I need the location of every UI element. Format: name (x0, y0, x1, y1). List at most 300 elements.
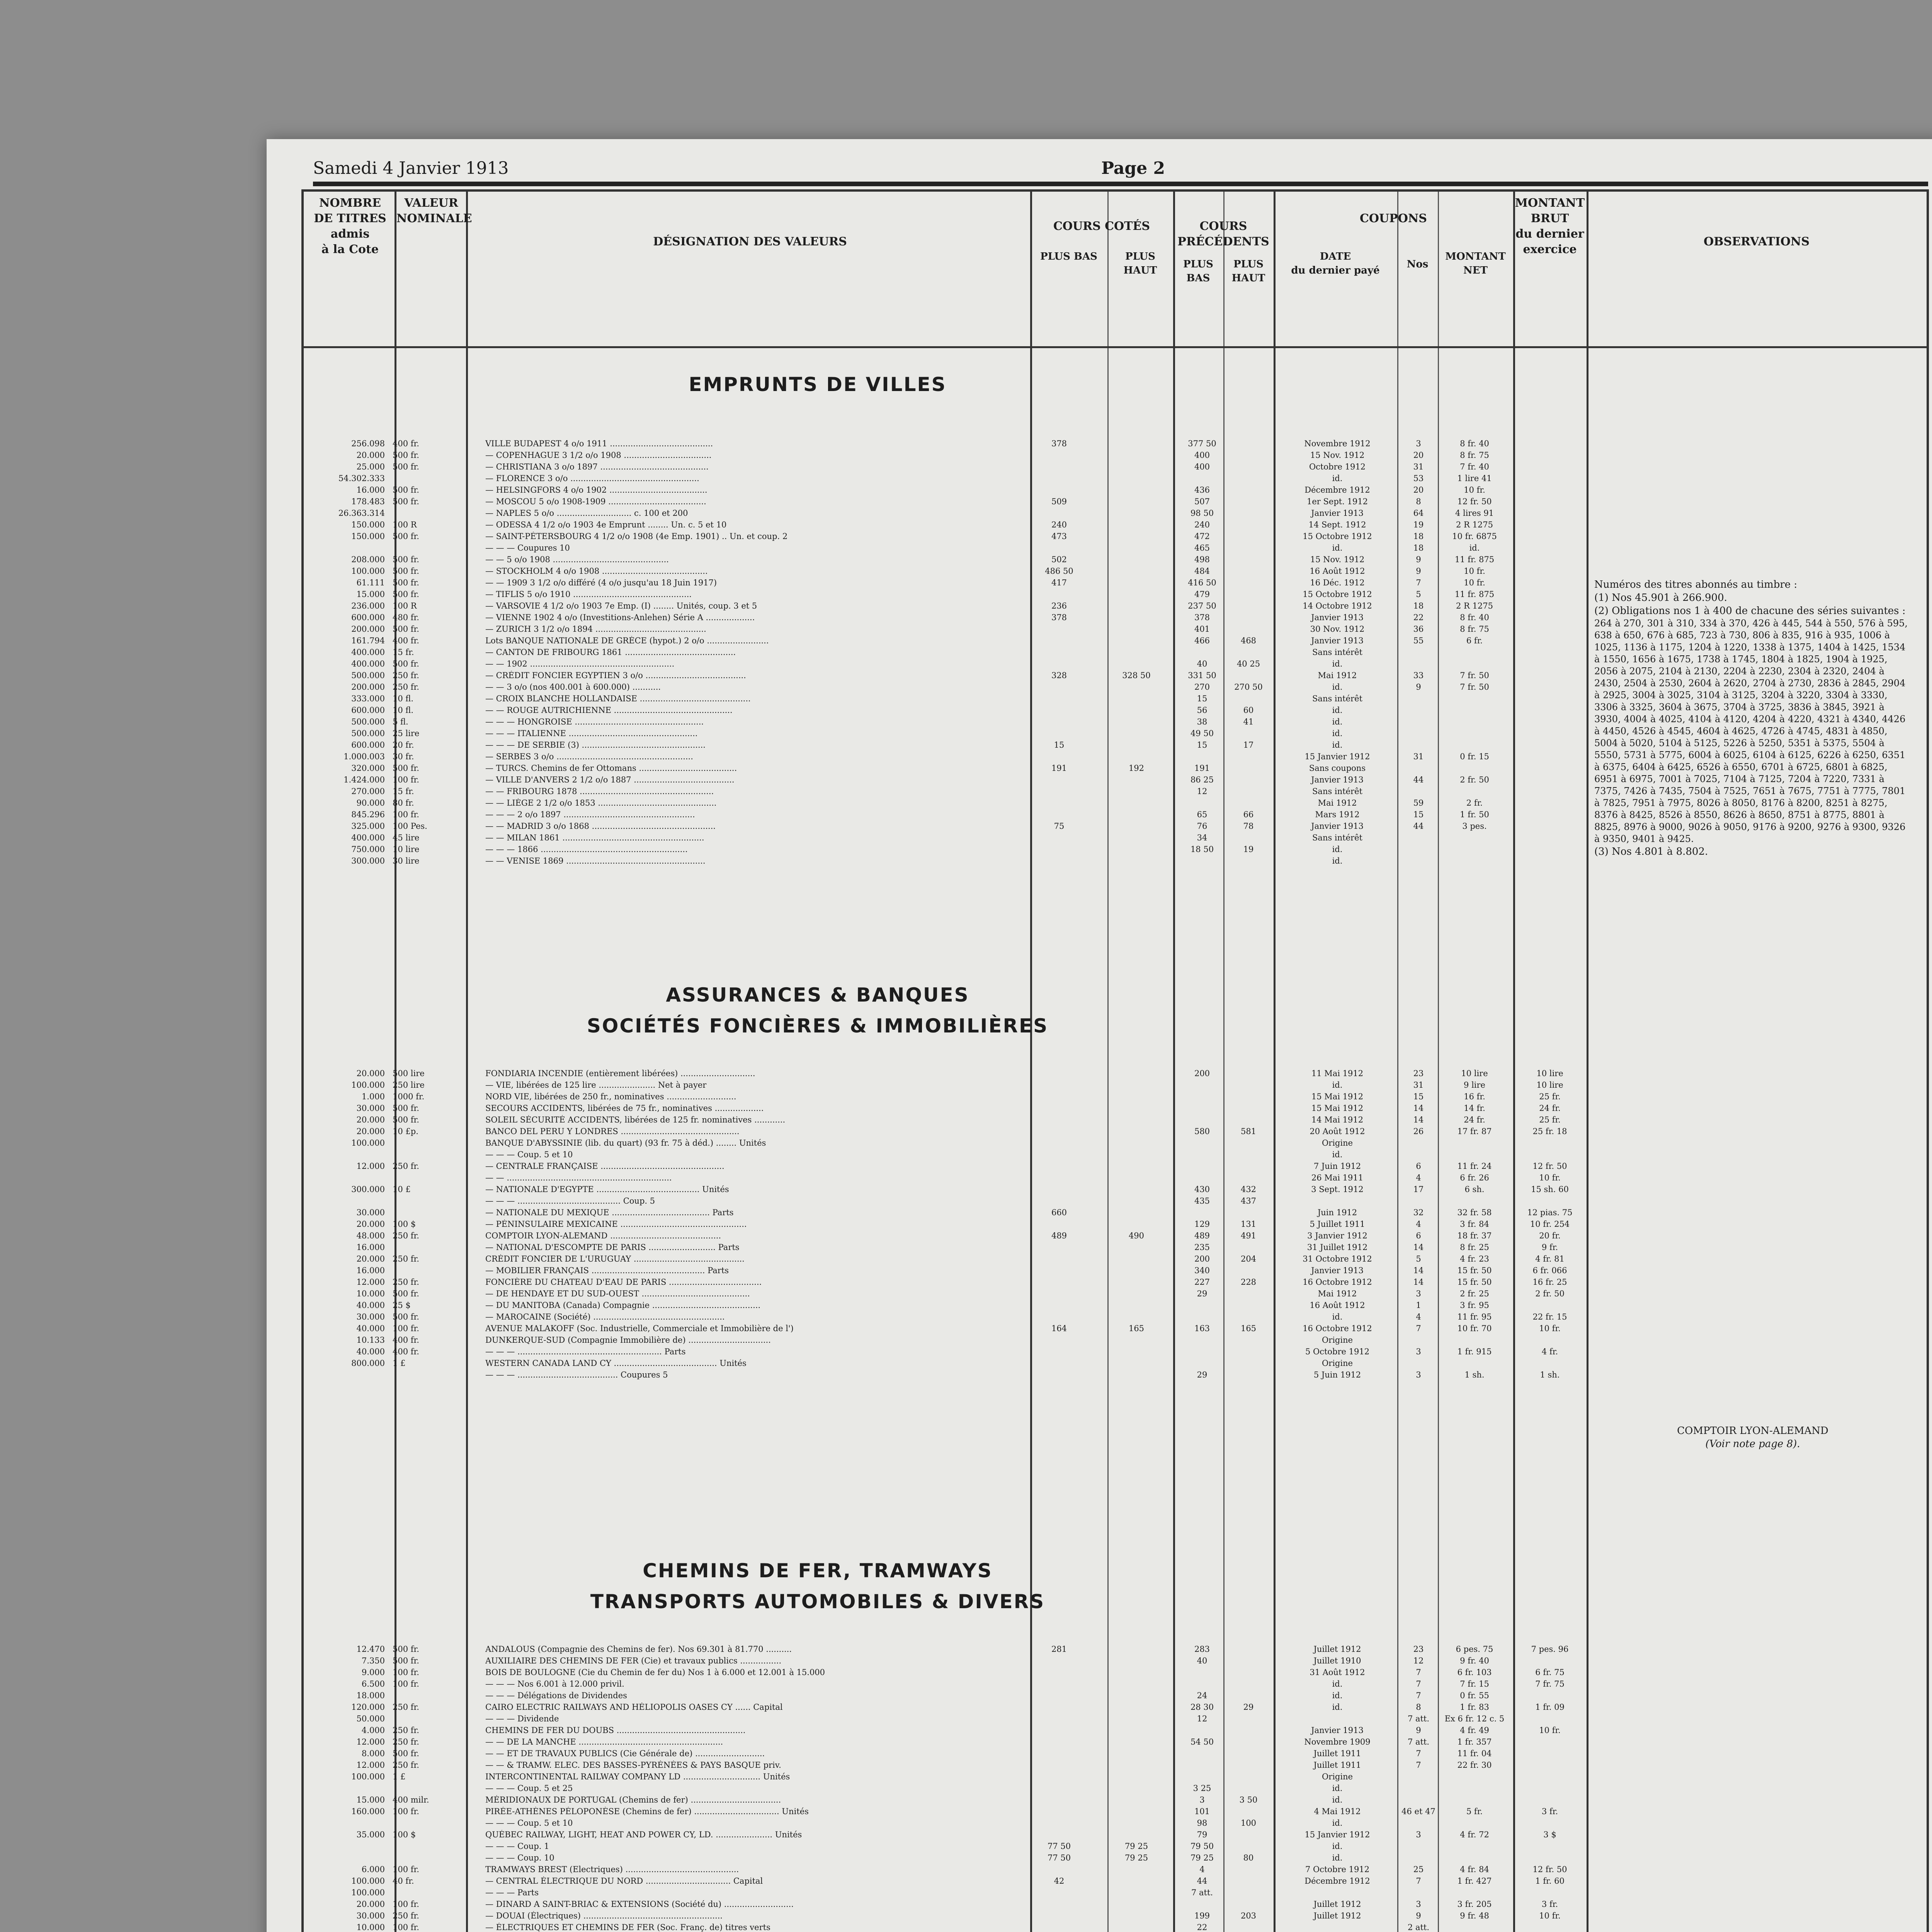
cell-nb: 18.000 (356, 1691, 385, 1700)
cell-no: 15 (1413, 1092, 1424, 1101)
table-row (304, 1772, 1927, 1781)
table-row (304, 1104, 1927, 1113)
cell-dt: 3 Sept. 1912 (1311, 1185, 1364, 1194)
cell-val: 500 fr. (393, 578, 419, 587)
cell-p1: 15 (1197, 694, 1208, 703)
cell-p1: 76 (1197, 821, 1208, 831)
cell-dt: 5 Juillet 1911 (1310, 1219, 1365, 1229)
col-mnet-l2: NET (1463, 265, 1488, 276)
cell-val: 500 fr. (393, 532, 419, 541)
cell-nb: 100.000 (351, 566, 385, 576)
obs-line: (3) Nos 4.801 à 8.802. (1594, 846, 1708, 857)
table-row (304, 1702, 1927, 1712)
cell-dt: 5 Juin 1912 (1313, 1370, 1361, 1379)
cell-lo: 77 50 (1047, 1842, 1071, 1851)
cell-des: — — — Délégations de Dividendes (485, 1691, 627, 1700)
cell-br: 3 fr. (1541, 1900, 1558, 1909)
col-montant-brut (1513, 196, 1587, 257)
cell-des: — CRÉDIT FONCIER EGYPTIEN 3 o/o ....................................... (485, 671, 746, 680)
cell-dt: Sans intérêt (1312, 833, 1362, 842)
table-row (304, 543, 1927, 553)
cell-nb: 12.000 (356, 1737, 385, 1747)
cell-p1: 199 (1194, 1911, 1210, 1920)
cell-p1: 44 (1197, 1876, 1208, 1886)
cell-p2: 203 (1240, 1911, 1257, 1920)
cell-nb: 10.000 (356, 1923, 385, 1932)
cell-mt: 4 lires 91 (1455, 509, 1494, 518)
cell-des: FONDIARIA INCENDIE (entièrement libérées) ............................. (485, 1069, 755, 1078)
table-row (304, 555, 1927, 564)
cell-nb: 208.000 (351, 555, 385, 564)
cell-dt: Juillet 1912 (1313, 1645, 1361, 1654)
table-row (304, 1301, 1927, 1310)
cell-br: 24 fr. (1539, 1104, 1561, 1113)
cell-des: — — — Nos 6.001 à 12.000 privil. (485, 1679, 624, 1689)
cell-nb: 800.000 (351, 1359, 385, 1368)
cell-dt: 14 Sept. 1912 (1308, 520, 1366, 529)
cell-des: — DU MANITOBA (Canada) Compagnie .......................................... (485, 1301, 761, 1310)
cell-mt: 4 fr. 84 (1460, 1865, 1489, 1874)
cell-nb: 20.000 (356, 1069, 385, 1078)
cell-p1: 40 (1197, 1656, 1208, 1665)
cell-val: 250 fr. (393, 1737, 419, 1747)
cell-val: 500 fr. (393, 462, 419, 471)
cell-dt: 16 Octobre 1912 (1303, 1277, 1372, 1287)
cell-nb: 35.000 (356, 1830, 385, 1839)
cell-nb: 400.000 (351, 659, 385, 668)
cell-nb: 1.424.000 (344, 775, 385, 784)
cell-dt: Janvier 1913 (1311, 509, 1364, 518)
cell-p2: 432 (1240, 1185, 1257, 1194)
cell-val: 250 fr. (393, 1231, 419, 1240)
cell-nb: 8.000 (361, 1749, 385, 1758)
cell-p2: 581 (1240, 1127, 1257, 1136)
cell-val: 500 fr. (393, 497, 419, 506)
cell-p2: 78 (1243, 821, 1254, 831)
cell-dt: Juillet 1911 (1313, 1760, 1361, 1770)
cell-des: MÉRIDIONAUX DE PORTUGAL (Chemins de fer) ................................... (485, 1795, 781, 1804)
cell-p1: 227 (1194, 1277, 1210, 1287)
cell-dt: Sans intérêt (1312, 694, 1362, 703)
cell-dt: 15 Nov. 1912 (1310, 451, 1365, 460)
cell-nb: 750.000 (351, 845, 385, 854)
cell-des: — TURCS. Chemins de fer Ottomans ...................................... (485, 764, 737, 773)
cell-br: 10 fr. 254 (1530, 1219, 1570, 1229)
cell-dt: id. (1332, 1312, 1343, 1321)
cell-nb: 9.000 (361, 1668, 385, 1677)
cell-mt: 4 fr. 49 (1460, 1726, 1489, 1735)
cell-val: 250 fr. (393, 1277, 419, 1287)
cell-br: 10 lire (1536, 1080, 1563, 1090)
cell-dt: id. (1332, 1679, 1343, 1689)
cell-dt: 15 Octobre 1912 (1303, 590, 1372, 599)
table-row (304, 1266, 1927, 1275)
cell-des: — — 1902 ........................................................ (485, 659, 675, 668)
cell-dt: Juin 1912 (1317, 1208, 1357, 1217)
cell-mt: 12 fr. 50 (1457, 497, 1492, 506)
cell-des: — DOUAI (Électriques) ...................................................... (485, 1911, 723, 1920)
cell-des: — — & TRAMW. ELEC. DES BASSES-PYRÉNÉES & PAYS BASQUE priv. (485, 1760, 781, 1770)
cell-des: — — ET DE TRAVAUX PUBLICS (Cie Générale de) ........................... (485, 1749, 765, 1758)
cell-des: — TIFLIS 5 o/o 1910 .............................................. (485, 590, 692, 599)
cell-p1: 479 (1194, 590, 1210, 599)
cell-nb: 10.133 (356, 1335, 385, 1345)
cell-nb: 30.000 (356, 1312, 385, 1321)
table-row (304, 1795, 1927, 1804)
table-row (304, 1726, 1927, 1735)
cell-nb: 150.000 (351, 520, 385, 529)
cell-br: 22 fr. 15 (1532, 1312, 1567, 1321)
cell-p1: 98 50 (1190, 509, 1214, 518)
cell-val: 100 fr. (393, 1865, 419, 1874)
table-row (304, 1749, 1927, 1758)
cell-nb: 320.000 (351, 764, 385, 773)
cell-val: 400 fr. (393, 1335, 419, 1345)
cell-des: — MOBILIER FRANÇAIS ............................................ Parts (485, 1266, 729, 1275)
col-observations: OBSERVATIONS (1703, 235, 1810, 248)
cell-val: 250 fr. (393, 682, 419, 692)
cell-dt: 31 Juillet 1912 (1307, 1243, 1368, 1252)
cell-des: — — — Coup. 5 et 10 (485, 1818, 573, 1828)
table-row (304, 1714, 1927, 1723)
cell-val: 10 fl. (393, 694, 414, 703)
cell-nb: 12.000 (356, 1162, 385, 1171)
cell-mt: 1 fr. 915 (1457, 1347, 1492, 1356)
cell-p1: 200 (1194, 1069, 1210, 1078)
cell-br: 10 fr. (1539, 1911, 1561, 1920)
cell-val: 100 fr. (393, 1668, 419, 1677)
cell-no: 14 (1413, 1243, 1424, 1252)
cell-lo: 660 (1051, 1208, 1067, 1217)
cell-val: 100 Pes. (393, 821, 427, 831)
table-row (304, 520, 1927, 529)
cell-p1: 498 (1194, 555, 1210, 564)
table-row (304, 439, 1927, 448)
cell-p2: 80 (1243, 1853, 1254, 1862)
cell-br: 4 fr. 81 (1535, 1254, 1565, 1264)
section-title: TRANSPORTS AUTOMOBILES & DIVERS (590, 1590, 1045, 1613)
cell-lo: 417 (1051, 578, 1067, 587)
cell-lo: 378 (1051, 613, 1067, 622)
cell-des: — VARSOVIE 4 1/2 o/o 1903 7e Emp. (I) ........ Unités, coup. 3 et 5 (485, 601, 757, 611)
cell-mt: 7 fr. 15 (1460, 1679, 1489, 1689)
table-row (304, 509, 1927, 518)
col-cours-cotes: COURS COTÉS (1053, 219, 1150, 233)
cell-no: 31 (1413, 752, 1424, 761)
cell-nb: 400.000 (351, 833, 385, 842)
cell-p2: 17 (1243, 740, 1254, 750)
table-row (304, 1208, 1927, 1217)
cell-lo: 473 (1051, 532, 1067, 541)
table-row (304, 1760, 1927, 1770)
cell-lo: 15 (1054, 740, 1065, 750)
table-row (304, 1668, 1927, 1677)
cell-mt: 8 fr. 75 (1460, 451, 1489, 460)
cell-mt: 18 fr. 37 (1457, 1231, 1492, 1240)
cell-p1: 40 (1197, 659, 1208, 668)
cell-des: — STOCKHOLM 4 o/o 1908 ......................................... (485, 566, 708, 576)
cell-dt: Mai 1912 (1318, 1289, 1357, 1298)
col-date-l1: DATE (1320, 251, 1351, 262)
cell-p1: 580 (1194, 1127, 1210, 1136)
cell-p2: 228 (1240, 1277, 1257, 1287)
cell-des: — CROIX BLANCHE HOLLANDAISE ........................................... (485, 694, 751, 703)
cell-p2: 19 (1243, 845, 1254, 854)
cell-lo: 328 (1051, 671, 1067, 680)
cell-des: QUÉBEC RAILWAY, LIGHT, HEAT AND POWER CY, LD. ...................... Unités (485, 1830, 802, 1839)
cell-val: 250 fr. (393, 1726, 419, 1735)
cell-nb: 48.000 (356, 1231, 385, 1240)
cell-no: 31 (1413, 462, 1424, 471)
cell-nb: 1.000.003 (344, 752, 385, 761)
cell-p1: 49 50 (1190, 729, 1214, 738)
cell-dt: Mai 1912 (1318, 671, 1357, 680)
cell-mt: 10 fr. 70 (1457, 1324, 1492, 1333)
cell-mt: 2 fr. 50 (1460, 775, 1489, 784)
col-montant-net (1438, 250, 1513, 277)
cell-des: — — — ITALIENNE .................................................. (485, 729, 698, 738)
cell-mt: 1 sh. (1464, 1370, 1485, 1379)
cell-mt: 4 fr. 72 (1460, 1830, 1489, 1839)
cell-val: 500 fr. (393, 590, 419, 599)
cell-no: 5 (1416, 1254, 1421, 1264)
cell-dt: id. (1332, 740, 1343, 750)
cell-val: 500 fr. (393, 555, 419, 564)
cell-des: AVENUE MALAKOFF (Soc. Industrielle, Commerciale et Immobilière de l') (485, 1324, 794, 1333)
cell-mt: 1 fr. 83 (1460, 1702, 1489, 1712)
cell-p1: 489 (1194, 1231, 1210, 1240)
cell-mt: 6 pes. 75 (1456, 1645, 1493, 1654)
cell-no: 32 (1413, 1208, 1424, 1217)
cell-des: — — 3 o/o (nos 400.001 à 600.000) ........... (485, 682, 661, 692)
obs-line: 264 à 270, 301 à 310, 334 à 370, 426 à 445, 544 à 550, 576 à 595, 638 à 650, 676 à 685, 723 à 730, 806 à 835, 916 à 935, 1006 à 1025, 1136 à 1175, 1204 à 1220, 1338 à 1375, 1404 à 1425, 1534 à 1550, 1656 à 1675, 1738 à 1745, 1804 à 1825, 1904 à 1925, 2056 à 2075, 2104 à 2130, 2204 à 2230, 2304 à 2320, 2404 à 2430, 2504 à 2530, 2604 à 2620, 2704 à 2730, 2836 à 2845, 2904 à 2925, 3004 à 3025, 3104 à 3125, 3204 à 3220, 3304 à 3330, 3306 à 3325, 3604 à 3675, 3704 à 3725, 3836 à 3845, 3921 à 3930, 4004 à 4025, 4104 à 4120, 4204 à 4220, 4321 à 4340, 4426 à 4450, 4526 à 4545, 4604 à 4625, 4726 à 4745, 4831 à 4850, 5004 à 5020, 5104 à 5125, 5226 à 5250, 5351 à 5375, 5504 à 5550, 5731 à 5775, 6004 à 6025, 6104 à 6125, 6226 à 6250, 6351 à 6375, 6404 à 6425, 6526 à 6550, 6701 à 6725, 6801 à 6825, 6951 à 6975, 7001 à 7025, 7104 à 7125, 7204 à 7220, 7331 à 7375, 7426 à 7435, 7504 à 7525, 7651 à 7675, 7751 à 7775, 7801 à 7825, 7951 à 7975, 8026 à 8050, 8176 à 8200, 8251 à 8275, 8376 à 8425, 8526 à 8550, 8626 à 8650, 8751 à 8775, 8801 à 8825, 8976 à 9000, 9026 à 9050, 9176 à 9200, 9276 à 9300, 9326 à 9350, 9401 à 9425. (1594, 618, 1908, 844)
cell-br: 25 fr. (1539, 1092, 1561, 1101)
cell-mt: 17 fr. 87 (1457, 1127, 1492, 1136)
obs-line: (1) Nos 45.901 à 266.900. (1594, 592, 1727, 604)
cell-p1: 98 (1197, 1818, 1208, 1828)
table-row (304, 1243, 1927, 1252)
cell-des: — VIE, libérées de 125 lire ...................... Net à payer (485, 1080, 707, 1090)
cell-br: 20 fr. (1539, 1231, 1561, 1240)
cell-des: — — — ........................................................ Parts (485, 1347, 686, 1356)
cell-br: 12 fr. 50 (1532, 1865, 1567, 1874)
cell-p1: 400 (1194, 462, 1210, 471)
cell-nb: 178.483 (351, 497, 385, 506)
cell-p1: 24 (1197, 1691, 1208, 1700)
cell-des: — — ................................................................ (485, 1173, 672, 1182)
cell-des: — PÉNINSULAIRE MEXICAINE ................................................. (485, 1219, 747, 1229)
col-nombre-l1: NOMBRE (319, 196, 381, 210)
cell-lo: 236 (1051, 601, 1067, 611)
cell-p1: 3 (1199, 1795, 1205, 1804)
cell-val: 10 £p. (393, 1127, 418, 1136)
cell-val: 15 fr. (393, 787, 414, 796)
cell-val: 500 fr. (393, 566, 419, 576)
cell-des: CAIRO ELECTRIC RAILWAYS AND HÉLIOPOLIS OASES CY ...... Capital (485, 1702, 783, 1712)
cell-dt: 31 Août 1912 (1310, 1668, 1365, 1677)
cell-mt: 0 fr. 15 (1460, 752, 1489, 761)
cell-val: 100 R (393, 601, 417, 611)
cell-p2: 491 (1240, 1231, 1257, 1240)
cell-p2: 3 50 (1239, 1795, 1258, 1804)
cell-val: 500 fr. (393, 624, 419, 634)
cell-val: 500 fr. (393, 1289, 419, 1298)
cell-p1: 86 25 (1190, 775, 1214, 784)
cell-lo: 42 (1054, 1876, 1065, 1886)
cell-hi: 192 (1128, 764, 1145, 773)
table-row (304, 485, 1927, 495)
cell-nb: 15.000 (356, 1795, 385, 1804)
cell-des: — — — HONGROISE .................................................. (485, 717, 704, 726)
table-row (304, 1737, 1927, 1747)
cell-p1: 191 (1194, 764, 1210, 773)
cell-p1: 65 (1197, 810, 1208, 819)
cell-nb: 12.000 (356, 1760, 385, 1770)
cell-no: 46 et 47 (1401, 1807, 1435, 1816)
cell-no: 9 (1416, 1726, 1421, 1735)
cell-dt: Janvier 1913 (1311, 1266, 1364, 1275)
cell-nb: 500.000 (351, 671, 385, 680)
cell-des: NORD VIE, libérées de 250 fr., nominatives ........................... (485, 1092, 736, 1101)
cell-lo: 191 (1051, 764, 1067, 773)
cell-des: — CENTRAL ÉLECTRIQUE DU NORD ................................. Capital (485, 1876, 763, 1886)
col-numero: Nos (1406, 259, 1429, 270)
cell-des: — CHRISTIANA 3 o/o 1897 .......................................... (485, 462, 709, 471)
cell-val: 250 fr. (393, 1760, 419, 1770)
cell-no: 59 (1413, 798, 1424, 808)
cell-mt: 0 fr. 55 (1460, 1691, 1489, 1700)
cell-no: 12 (1413, 1656, 1424, 1665)
cell-nb: 300.000 (351, 856, 385, 866)
cell-val: 1000 fr. (393, 1092, 425, 1101)
cell-dt: 11 Mai 1912 (1311, 1069, 1364, 1078)
cell-nb: 16.000 (356, 1243, 385, 1252)
table-row (304, 1923, 1927, 1932)
cell-mt: 9 fr. 40 (1460, 1656, 1489, 1665)
cell-p1: 484 (1194, 566, 1210, 576)
cell-lo: 509 (1051, 497, 1067, 506)
cell-no: 7 (1416, 578, 1421, 587)
cell-mt: 9 fr. 48 (1460, 1911, 1489, 1920)
cell-des: — — — 2 o/o 1897 ................................................... (485, 810, 695, 819)
cell-nb: 20.000 (356, 1219, 385, 1229)
cell-br: 10 lire (1536, 1069, 1563, 1078)
table-row (304, 1185, 1927, 1194)
cell-dt: id. (1332, 845, 1343, 854)
cell-br: 1 fr. 09 (1535, 1702, 1565, 1712)
cell-mt: Ex 6 fr. 12 c. 5 (1444, 1714, 1505, 1723)
col-prec-haut: PLUS HAUT (1231, 259, 1265, 284)
cell-p2: 66 (1243, 810, 1254, 819)
cell-p2: 131 (1240, 1219, 1257, 1229)
cell-nb: 12.000 (356, 1277, 385, 1287)
table-row (304, 1254, 1927, 1264)
table-row (304, 1312, 1927, 1321)
cell-no: 26 (1413, 1127, 1424, 1136)
obs-lyon-alemand (1594, 1424, 1911, 1451)
col-nombre-l4: à la Cote (321, 243, 379, 256)
cell-des: — DINARD A SAINT-BRIAC & EXTENSIONS (Société du) ........................... (485, 1900, 794, 1909)
cell-br: 6 fr. 066 (1532, 1266, 1567, 1275)
cell-p2: 468 (1240, 636, 1257, 645)
cell-dt: id. (1332, 717, 1343, 726)
cell-mt: 1 lire 41 (1457, 474, 1492, 483)
cell-no: 7 (1416, 1876, 1421, 1886)
table-row (304, 1656, 1927, 1665)
section-title: CHEMINS DE FER, TRAMWAYS (643, 1560, 993, 1582)
cell-des: TRAMWAYS BREST (Electriques) ............................................ (485, 1865, 739, 1874)
cell-no: 8 (1416, 497, 1421, 506)
cell-nb: 600.000 (351, 740, 385, 750)
col-nombre (308, 196, 393, 257)
cell-nb: 6.500 (361, 1679, 385, 1689)
cell-no: 3 (1416, 1830, 1421, 1839)
cell-dt: Origine (1321, 1772, 1353, 1781)
cell-des: — — — Coup. 5 et 10 (485, 1150, 573, 1159)
cell-nb: 12.470 (356, 1645, 385, 1654)
cell-dt: Origine (1321, 1359, 1353, 1368)
cell-nb: 40.000 (356, 1301, 385, 1310)
cell-dt: id. (1332, 682, 1343, 692)
cell-no: 14 (1413, 1266, 1424, 1275)
cell-nb: 200.000 (351, 682, 385, 692)
cell-des: CRÉDIT FONCIER DE L'URUGUAY ........................................... (485, 1254, 745, 1264)
cell-p1: 507 (1194, 497, 1210, 506)
col-date-coupon (1274, 250, 1397, 277)
cell-p1: 12 (1197, 787, 1208, 796)
cell-dt: Juillet 1912 (1313, 1900, 1361, 1909)
cell-des: — NATIONALE D'EGYPTE ........................................ Unités (485, 1185, 729, 1194)
cell-nb: 333.000 (351, 694, 385, 703)
table-row (304, 1335, 1927, 1345)
cell-dt: Origine (1321, 1335, 1353, 1345)
cell-no: 31 (1413, 1080, 1424, 1090)
cell-mt: 4 fr. 23 (1460, 1254, 1489, 1264)
cell-p1: 18 50 (1190, 845, 1214, 854)
cell-no: 3 (1416, 1370, 1421, 1379)
cell-dt: 16 Août 1912 (1310, 1301, 1365, 1310)
cell-mt: 1 fr. 357 (1457, 1737, 1492, 1747)
table-row (304, 1359, 1927, 1368)
cell-p1: 237 50 (1188, 601, 1216, 611)
cell-p1: 29 (1197, 1370, 1208, 1379)
cell-no: 14 (1413, 1104, 1424, 1113)
cell-no: 14 (1413, 1115, 1424, 1124)
cell-nb: 270.000 (351, 787, 385, 796)
cell-dt: 3 Janvier 1912 (1307, 1231, 1367, 1240)
cell-br: 9 fr. (1541, 1243, 1558, 1252)
cell-nb: 50.000 (356, 1714, 385, 1723)
cell-dt: id. (1332, 1150, 1343, 1159)
cell-val: 40 fr. (393, 1876, 414, 1886)
cell-br: 4 fr. (1541, 1347, 1558, 1356)
col-valeur-l2: NOMINALE (396, 212, 472, 225)
cell-des: DUNKERQUE-SUD (Compagnie Immobilière de) ................................ (485, 1335, 771, 1345)
cell-br: 16 fr. 25 (1532, 1277, 1567, 1287)
cell-p1: 401 (1194, 624, 1210, 634)
cell-nb: 100.000 (351, 1772, 385, 1781)
cell-des: — SERBES 3 o/o ..................................................... (485, 752, 693, 761)
obs-line: (2) Obligations nos 1 à 400 de chacune des séries suivantes : (1594, 605, 1906, 617)
cell-lo: 75 (1054, 821, 1065, 831)
table-row (304, 1150, 1927, 1159)
cell-des: — COPENHAGUE 3 1/2 o/o 1908 .................................. (485, 451, 712, 460)
cell-no: 19 (1413, 520, 1424, 529)
cell-des: VILLE BUDAPEST 4 o/o 1911 ........................................ (485, 439, 713, 448)
cell-br: 7 pes. 96 (1531, 1645, 1569, 1654)
cell-dt: 14 Octobre 1912 (1303, 601, 1372, 611)
cell-des: INTERCONTINENTAL RAILWAY COMPANY LD .............................. Unités (485, 1772, 790, 1781)
